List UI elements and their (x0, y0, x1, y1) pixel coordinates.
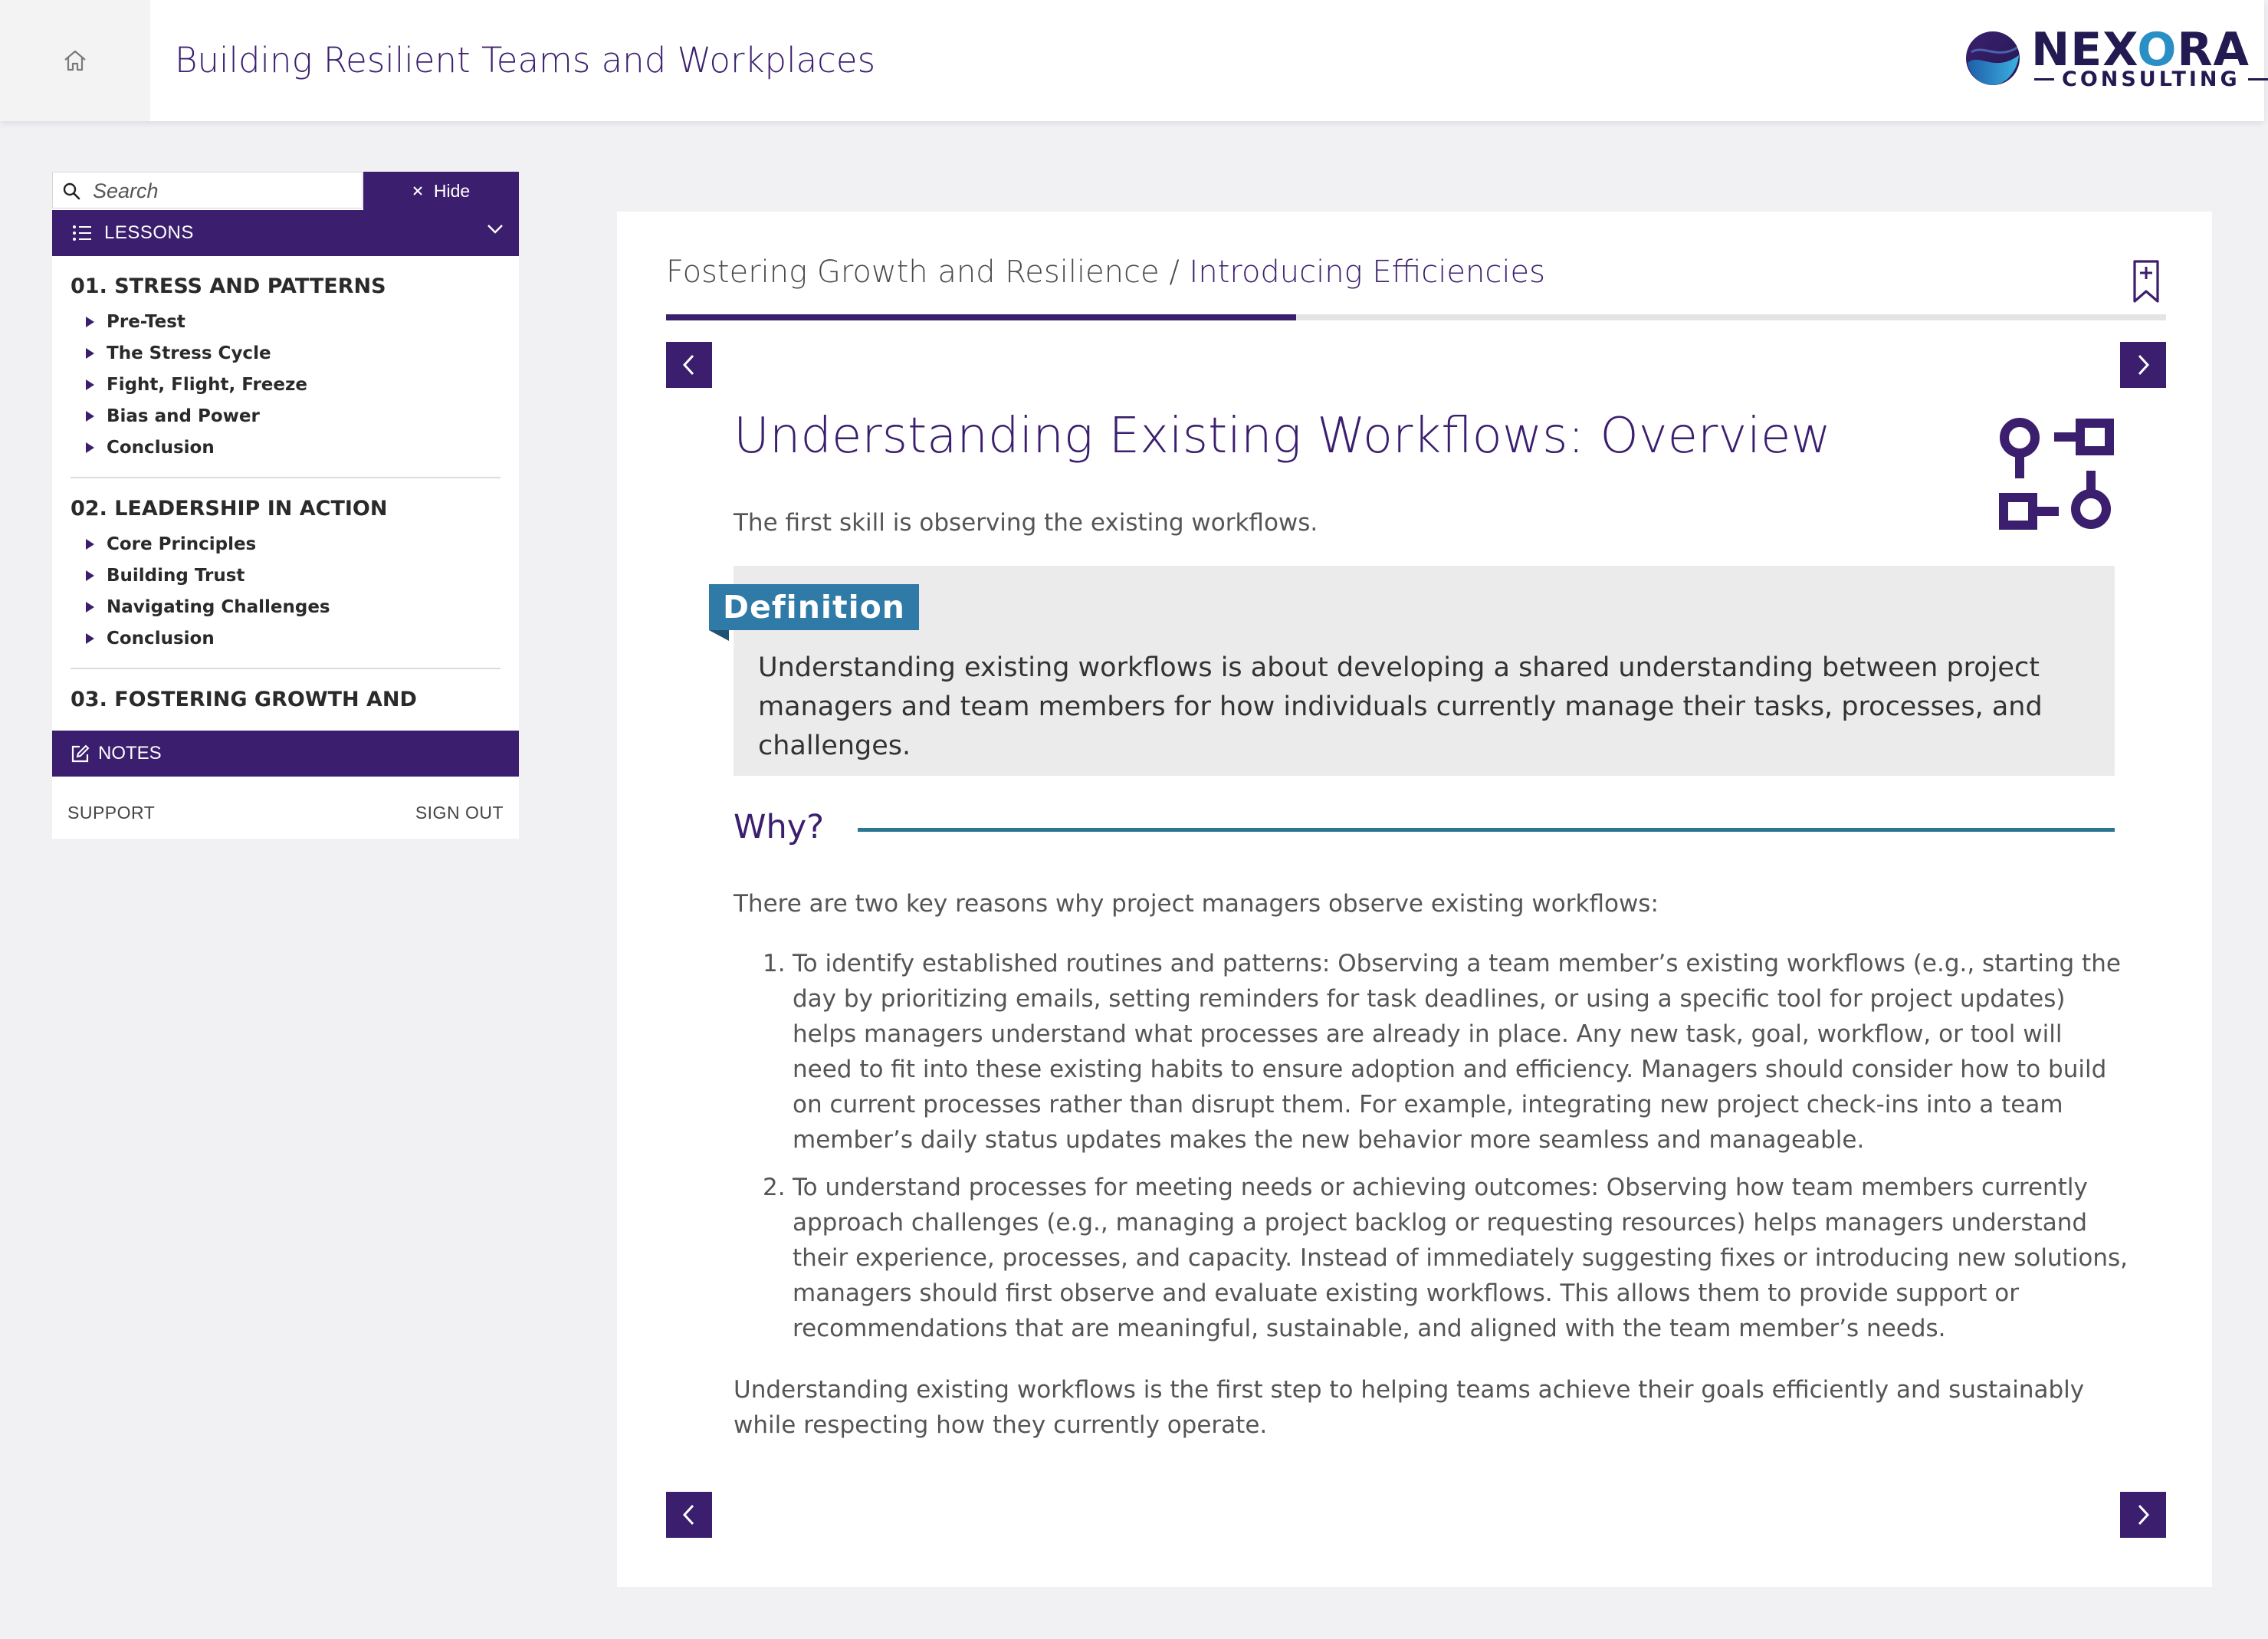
lesson-item[interactable] (71, 432, 501, 463)
lesson-label: Building Trust (107, 565, 245, 586)
lesson-label: Conclusion (107, 628, 215, 649)
logo-subtitle: CONSULTING (2034, 67, 2241, 91)
caret-right-icon (86, 539, 94, 550)
home-button[interactable] (0, 0, 150, 121)
next-page-button-bottom[interactable] (2120, 1492, 2166, 1538)
definition-text: Understanding existing workflows is about developing a shared understanding between project managers and team members for how individuals currently manage their tasks, processes, and challenges. (758, 652, 2043, 761)
lesson-item[interactable] (71, 622, 501, 654)
search-icon (62, 182, 80, 200)
lesson-item[interactable] (71, 306, 501, 337)
chevron-left-icon (681, 1503, 697, 1526)
lesson-label: Core Principles (107, 534, 257, 554)
sign-out-link[interactable]: SIGN OUT (415, 803, 504, 823)
edit-note-icon (71, 744, 90, 764)
chevron-down-icon (487, 224, 504, 235)
why-heading: Why? (734, 808, 825, 846)
notes-label: NOTES (98, 743, 162, 764)
chevron-right-icon (2135, 353, 2151, 376)
closing-text: Understanding existing workflows is the first step to helping teams achieve their goals efficiently and sustainably while respecting how they currently operate. (734, 1376, 2085, 1439)
lesson-progress-fill (666, 314, 1296, 320)
lesson-item[interactable] (71, 560, 501, 591)
lesson-label: The Stress Cycle (107, 343, 271, 363)
hide-label: Hide (433, 180, 471, 201)
lesson-label: Navigating Challenges (107, 596, 330, 617)
reason-number: 1. (763, 950, 786, 977)
lesson-progress-bar (666, 314, 2166, 320)
course-title: Building Resilient Teams and Workplaces (175, 40, 876, 80)
previous-page-button-bottom[interactable] (666, 1492, 712, 1538)
lesson-label: Pre-Test (107, 311, 185, 332)
search-box[interactable] (52, 172, 363, 209)
lesson-item[interactable] (71, 591, 501, 622)
caret-right-icon (86, 379, 94, 390)
lessons-toggle[interactable] (52, 210, 519, 256)
close-icon (412, 186, 423, 196)
caret-right-icon (86, 442, 94, 453)
reason-text: To understand processes for meeting needs or achieving outcomes: Observing how team members currently approach challenges (e.g., managing a project backlog or requesting resources) helps managers understand their experience, processes, and capacity. Instead of immediately suggesting fixes or introducing new solutions, managers should first observe and evaluate existing workflows. This allows them to provide support or recommendations that are meaningful, sustainable, and aligned with the team member’s needs. (793, 1174, 2129, 1342)
lessons-label: LESSONS (104, 222, 194, 243)
workflow-icon (1999, 417, 2115, 530)
lesson-item[interactable] (71, 528, 501, 560)
caret-right-icon (86, 317, 94, 327)
caret-right-icon (86, 348, 94, 359)
top-bar (0, 0, 2264, 121)
chevron-left-icon (681, 353, 697, 376)
sidebar (52, 172, 519, 839)
breadcrumb-separator: / (1159, 255, 1190, 290)
lessons-list (52, 256, 519, 711)
search-input[interactable] (91, 177, 355, 205)
support-link[interactable]: SUPPORT (67, 803, 156, 823)
section-title[interactable]: 02. LEADERSHIP IN ACTION (71, 497, 388, 521)
lesson-label: Fight, Flight, Freeze (107, 374, 307, 395)
bookmark-add-icon[interactable] (2132, 259, 2160, 304)
section-title[interactable]: 03. FOSTERING GROWTH AND (71, 688, 417, 711)
sidebar-footer (52, 777, 519, 839)
logo-mark-icon (1964, 29, 2022, 87)
nexora-logo (1964, 23, 2250, 94)
previous-page-button-top[interactable] (666, 342, 712, 388)
reason-item (734, 1170, 2129, 1346)
section-title[interactable]: 01. STRESS AND PATTERNS (71, 274, 386, 298)
why-heading-rule (858, 828, 2115, 832)
reason-text: To identify established routines and patterns: Observing a team member’s existing workflows (e.g., starting the day by prioritizing emails, setting reminders for task deadlines, or using a specific tool for project updates) helps managers understand what processes are already in place. Any new task, goal, workflow, or tool will need to fit into these existing habits to ensure adoption and efficiency. Managers should consider how to build on current processes rather than disrupt them. For example, integrating new project check-ins into a team member’s daily status updates makes the new behavior more seamless and manageable. (793, 950, 2121, 1154)
lesson-label: Conclusion (107, 437, 215, 458)
lesson-item[interactable] (71, 400, 501, 432)
caret-right-icon (86, 633, 94, 644)
next-page-button-top[interactable] (2120, 342, 2166, 388)
logo-name: NEXORA (2031, 23, 2250, 77)
intro-text: The first skill is observing the existing workflows. (734, 509, 1318, 537)
reasons-list (734, 946, 2129, 1358)
lesson-label: Bias and Power (107, 406, 260, 426)
lesson-section (71, 478, 501, 669)
page-title: Understanding Existing Workflows: Overview (734, 408, 1831, 465)
lesson-section (71, 256, 501, 478)
breadcrumb-parent[interactable]: Fostering Growth and Resilience (666, 255, 1160, 290)
caret-right-icon (86, 570, 94, 581)
breadcrumb (666, 255, 1545, 290)
reason-number: 2. (763, 1174, 786, 1201)
chevron-right-icon (2135, 1503, 2151, 1526)
reasons-intro: There are two key reasons why project managers observe existing workflows: (734, 890, 1659, 918)
lesson-item[interactable] (71, 337, 501, 369)
definition-tag: Definition (709, 584, 919, 630)
definition-tag-fold (709, 630, 729, 641)
breadcrumb-current: Introducing Efficiencies (1189, 255, 1545, 290)
caret-right-icon (86, 411, 94, 422)
lesson-item[interactable] (71, 369, 501, 400)
notes-button[interactable] (52, 731, 519, 777)
hide-sidebar-button[interactable] (363, 172, 519, 210)
list-icon (72, 225, 92, 241)
reason-item (734, 946, 2129, 1158)
search-bar (52, 172, 519, 210)
lesson-section (71, 669, 501, 719)
home-icon (62, 49, 88, 72)
lesson-content-card (617, 212, 2212, 1587)
caret-right-icon (86, 602, 94, 613)
